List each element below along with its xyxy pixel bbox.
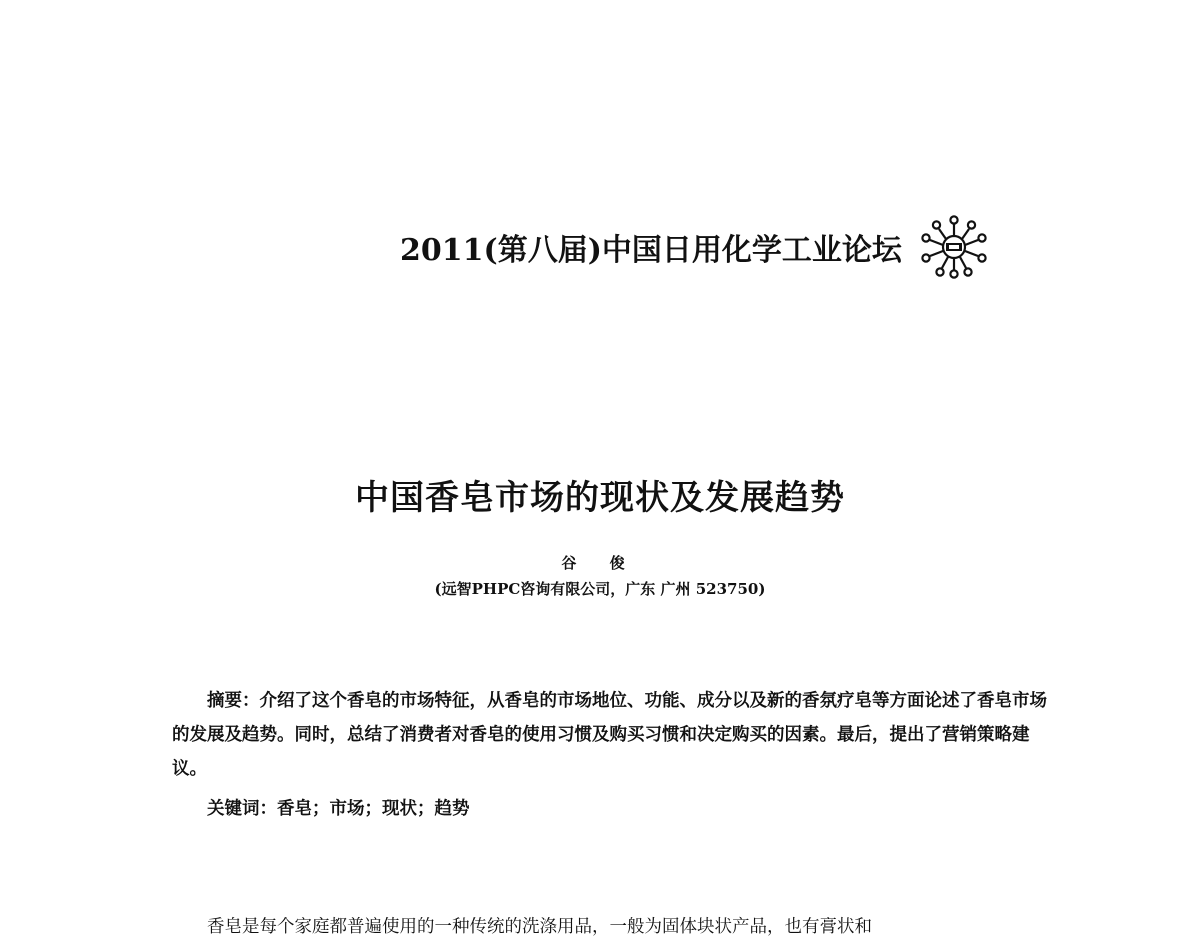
- abstract-label: 摘要：: [207, 691, 260, 711]
- keywords: [172, 792, 1052, 826]
- paper-affiliation: (远智PHPC咨询有限公司，广东 广州 523750): [434, 580, 766, 598]
- abstract-text: 介绍了这个香皂的市场特征，从香皂的市场地位、功能、成分以及新的香氛疗皂等方面论述了香皂市场的发展及趋势。同时，总结了消费者对香皂的使用习惯及购买习惯和决定购买的因素。最后，提出了营销策略建议。: [172, 691, 1047, 779]
- forum-logo-icon: [916, 212, 992, 282]
- forum-title: 2011(第八届)中国日用化学工业论坛: [400, 233, 902, 268]
- abstract: [172, 684, 1052, 786]
- body-paragraph: 香皂是每个家庭都普遍使用的一种传统的洗涤用品，一般为固体块状产品，也有膏状和: [207, 917, 872, 937]
- keywords-text: 香皂；市场；现状；趋势: [277, 799, 470, 819]
- keywords-label: 关键词：: [207, 799, 277, 819]
- paper-title: 中国香皂市场的现状及发展趋势: [355, 478, 845, 518]
- paper-author: 谷 俊: [561, 554, 639, 572]
- forum-header: [400, 212, 992, 282]
